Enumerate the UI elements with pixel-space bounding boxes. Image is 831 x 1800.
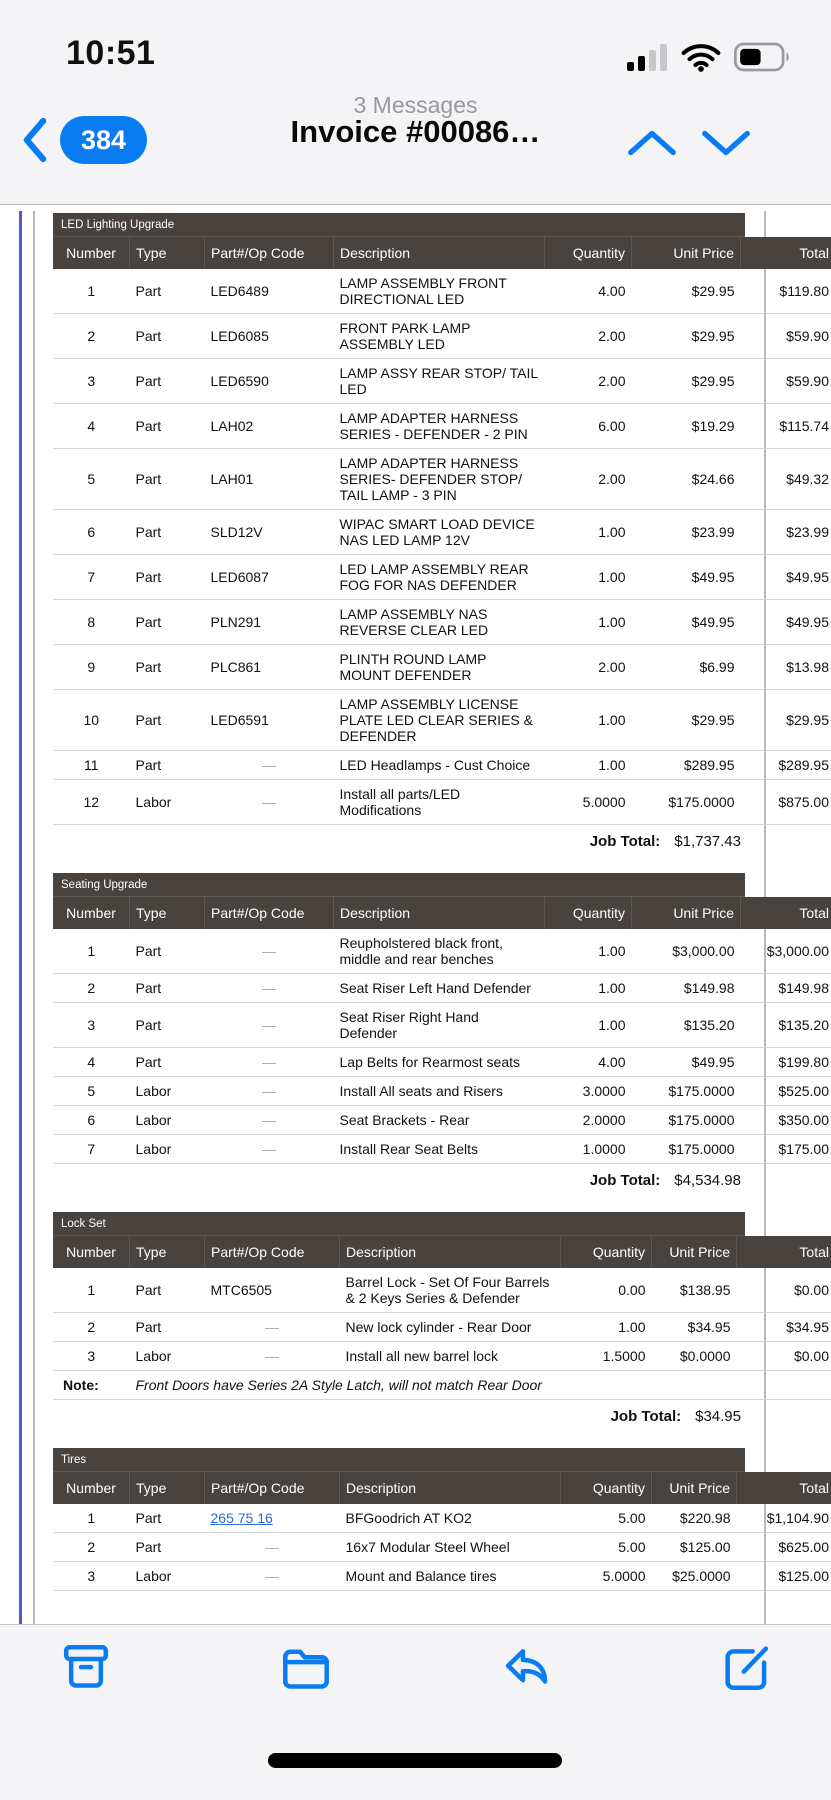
note-row: [53, 1371, 831, 1400]
cell-part: PLC861: [205, 645, 334, 690]
job-table: [53, 1236, 831, 1400]
column-header: Part#/Op Code: [205, 1236, 340, 1268]
cell-desc: Seat Riser Right Hand Defender: [334, 1003, 545, 1048]
status-icons: [627, 42, 795, 72]
cell-type: Labor: [130, 1106, 205, 1135]
cell-part: —: [205, 1003, 334, 1048]
cell-num: 10: [53, 690, 130, 751]
cell-type: Part: [130, 1504, 205, 1533]
cell-unit: $289.95: [632, 751, 741, 780]
table-row: [53, 645, 831, 690]
cell-qty: 2.00: [545, 645, 632, 690]
cell-desc: LAMP ASSEMBLY LICENSE PLATE LED CLEAR SERIES & DEFENDER: [334, 690, 545, 751]
wifi-icon: [681, 42, 721, 72]
cell-part: LED6489: [205, 269, 334, 314]
column-header: Quantity: [545, 237, 632, 269]
cell-unit: $175.0000: [632, 1135, 741, 1164]
cellular-signal-icon: [627, 43, 669, 71]
cell-type: Part: [130, 974, 205, 1003]
cell-total: $49.95: [741, 555, 831, 600]
column-header: Unit Price: [652, 1236, 737, 1268]
cell-desc: LAMP ADAPTER HARNESS SERIES - DEFENDER - 2 PIN: [334, 404, 545, 449]
column-header: Total: [741, 237, 831, 269]
cell-unit: $49.95: [632, 1048, 741, 1077]
cell-num: 2: [53, 314, 130, 359]
table-row: [53, 359, 831, 404]
cell-total: $34.95: [737, 1313, 831, 1342]
cell-part: —: [205, 751, 334, 780]
job-total-label: Job Total:: [589, 833, 661, 850]
job-total-label: Job Total:: [589, 1172, 661, 1189]
cell-part: —: [205, 974, 334, 1003]
cell-unit: $29.95: [632, 314, 741, 359]
cell-qty: 1.00: [545, 555, 632, 600]
cell-part: —: [205, 1135, 334, 1164]
cell-unit: $29.95: [632, 269, 741, 314]
cell-unit: $125.00: [652, 1533, 737, 1562]
cell-qty: 1.0000: [545, 1135, 632, 1164]
cell-type: Labor: [130, 1342, 205, 1371]
cell-unit: $34.95: [652, 1313, 737, 1342]
column-header: Quantity: [561, 1236, 652, 1268]
cell-part: LED6087: [205, 555, 334, 600]
compose-button[interactable]: [720, 1641, 774, 1695]
messages-count-label: 3 Messages: [353, 92, 478, 118]
cell-qty: 1.00: [545, 600, 632, 645]
column-header: Description: [334, 237, 545, 269]
cell-type: Part: [130, 929, 205, 974]
cell-unit: $49.95: [632, 600, 741, 645]
cell-num: 1: [53, 269, 130, 314]
cell-part: —: [205, 1342, 340, 1371]
cell-num: 2: [53, 974, 130, 1003]
cell-qty: 2.00: [545, 314, 632, 359]
cell-desc: LAMP ADAPTER HARNESS SERIES- DEFENDER STOP/ TAIL LAMP - 3 PIN: [334, 449, 545, 510]
table-row: [53, 1562, 831, 1591]
cell-total: $125.00: [737, 1562, 831, 1591]
column-header: Part#/Op Code: [205, 237, 334, 269]
cell-total: $13.98: [741, 645, 831, 690]
cell-total: $115.74: [741, 404, 831, 449]
cell-num: 1: [53, 929, 130, 974]
table-header-row: [53, 1236, 831, 1268]
cell-qty: 6.00: [545, 404, 632, 449]
table-row: [53, 1048, 831, 1077]
cell-total: $49.32: [741, 449, 831, 510]
cell-total: $59.90: [741, 359, 831, 404]
cell-type: Part: [130, 1268, 205, 1313]
cell-num: 3: [53, 359, 130, 404]
cell-desc: BFGoodrich AT KO2: [340, 1504, 561, 1533]
quote-line-gray: [33, 211, 35, 1625]
cell-total: $149.98: [741, 974, 831, 1003]
cell-total: $1,104.90: [737, 1504, 831, 1533]
cell-num: 5: [53, 449, 130, 510]
cell-total: $0.00: [737, 1268, 831, 1313]
cell-qty: 1.00: [545, 751, 632, 780]
cell-type: Part: [130, 314, 205, 359]
column-header: Part#/Op Code: [205, 897, 334, 929]
cell-num: 3: [53, 1342, 130, 1371]
cell-type: Part: [130, 751, 205, 780]
cell-total: $350.00: [741, 1106, 831, 1135]
job-total-value: $4,534.98: [674, 1172, 741, 1189]
cell-qty: 4.00: [545, 269, 632, 314]
cell-num: 6: [53, 1106, 130, 1135]
cell-qty: 2.00: [545, 359, 632, 404]
reply-icon: [500, 1641, 554, 1695]
quote-line-blue: [19, 211, 22, 1625]
cell-unit: $175.0000: [632, 780, 741, 825]
table-row: [53, 404, 831, 449]
table-row: [53, 751, 831, 780]
table-header-row: [53, 1472, 831, 1504]
next-message-button[interactable]: [700, 122, 752, 164]
cell-num: 1: [53, 1268, 130, 1313]
cell-num: 3: [53, 1003, 130, 1048]
cell-unit: $0.0000: [652, 1342, 737, 1371]
cell-type: Part: [130, 645, 205, 690]
cell-desc: PLINTH ROUND LAMP MOUNT DEFENDER: [334, 645, 545, 690]
cell-total: $23.99: [741, 510, 831, 555]
cell-desc: Mount and Balance tires: [340, 1562, 561, 1591]
cell-qty: 1.00: [561, 1313, 652, 1342]
job-total: [53, 1164, 745, 1196]
cell-qty: 5.00: [561, 1533, 652, 1562]
column-header: Number: [53, 897, 130, 929]
table-row: [53, 510, 831, 555]
column-header: Total: [737, 1236, 831, 1268]
cell-total: $525.00: [741, 1077, 831, 1106]
cell-part: —: [205, 929, 334, 974]
cell-unit: $49.95: [632, 555, 741, 600]
cell-unit: $220.98: [652, 1504, 737, 1533]
toolbar: [0, 1624, 831, 1800]
job-table-title: Lock Set: [53, 1212, 745, 1236]
cell-type: Part: [130, 1003, 205, 1048]
cell-qty: 2.0000: [545, 1106, 632, 1135]
cell-desc: LAMP ASSEMBLY FRONT DIRECTIONAL LED: [334, 269, 545, 314]
cell-desc: Install Rear Seat Belts: [334, 1135, 545, 1164]
cell-qty: 1.00: [545, 510, 632, 555]
job-total: [53, 825, 745, 857]
cell-total: $0.00: [737, 1342, 831, 1371]
table-row: [53, 555, 831, 600]
cell-part: —: [205, 1077, 334, 1106]
column-header: Unit Price: [652, 1472, 737, 1504]
column-header: Number: [53, 1236, 130, 1268]
cell-part: LED6591: [205, 690, 334, 751]
cell-desc: LAMP ASSEMBLY NAS REVERSE CLEAR LED: [334, 600, 545, 645]
cell-type: Part: [130, 449, 205, 510]
note-label: Note:: [53, 1371, 130, 1400]
cell-type: Part: [130, 269, 205, 314]
header: [0, 0, 831, 205]
cell-num: 4: [53, 1048, 130, 1077]
table-row: [53, 929, 831, 974]
archive-button[interactable]: [59, 1641, 113, 1695]
cell-qty: 1.00: [545, 690, 632, 751]
table-header-row: [53, 237, 831, 269]
cell-desc: Lap Belts for Rearmost seats: [334, 1048, 545, 1077]
cell-unit: $149.98: [632, 974, 741, 1003]
cell-num: 3: [53, 1562, 130, 1591]
column-header: Description: [334, 897, 545, 929]
cell-part: —: [205, 1313, 340, 1342]
cell-total: $175.00: [741, 1135, 831, 1164]
cell-part: LAH01: [205, 449, 334, 510]
cell-total: $199.80: [741, 1048, 831, 1077]
archive-icon: [59, 1641, 113, 1695]
cell-type: Part: [130, 690, 205, 751]
table-row: [53, 1268, 831, 1313]
cell-total: $289.95: [741, 751, 831, 780]
back-chevron-icon[interactable]: [20, 116, 50, 164]
cell-desc: Seat Brackets - Rear: [334, 1106, 545, 1135]
cell-desc: WIPAC SMART LOAD DEVICE NAS LED LAMP 12V: [334, 510, 545, 555]
cell-part: [205, 1504, 340, 1533]
cell-type: Labor: [130, 1077, 205, 1106]
reply-button[interactable]: [500, 1641, 554, 1695]
cell-qty: 5.0000: [561, 1562, 652, 1591]
cell-desc: 16x7 Modular Steel Wheel: [340, 1533, 561, 1562]
cell-type: Labor: [130, 1562, 205, 1591]
cell-part: —: [205, 1533, 340, 1562]
cell-num: 12: [53, 780, 130, 825]
cell-type: Part: [130, 359, 205, 404]
cell-total: $135.20: [741, 1003, 831, 1048]
cell-num: 7: [53, 555, 130, 600]
cell-qty: 5.0000: [545, 780, 632, 825]
job-total-value: $1,737.43: [674, 833, 741, 850]
column-header: Description: [340, 1236, 561, 1268]
cell-num: 7: [53, 1135, 130, 1164]
cell-part: LED6590: [205, 359, 334, 404]
cell-desc: LED LAMP ASSEMBLY REAR FOG FOR NAS DEFENDER: [334, 555, 545, 600]
cell-num: 2: [53, 1313, 130, 1342]
cell-unit: $25.0000: [652, 1562, 737, 1591]
column-header: Quantity: [561, 1472, 652, 1504]
cell-unit: $6.99: [632, 645, 741, 690]
table-row: [53, 1504, 831, 1533]
job-table-title: Seating Upgrade: [53, 873, 745, 897]
table-row: [53, 269, 831, 314]
note-text: Front Doors have Series 2A Style Latch, will not match Rear Door: [130, 1371, 831, 1400]
cell-type: Labor: [130, 1135, 205, 1164]
cell-unit: $138.95: [652, 1268, 737, 1313]
cell-desc: Install All seats and Risers: [334, 1077, 545, 1106]
job-table: [53, 1472, 831, 1591]
cell-desc: New lock cylinder - Rear Door: [340, 1313, 561, 1342]
table-row: [53, 1106, 831, 1135]
job-table: [53, 237, 831, 825]
cell-qty: 1.00: [545, 974, 632, 1003]
job-total: [53, 1400, 745, 1432]
job-section: [53, 873, 829, 1196]
cell-num: 11: [53, 751, 130, 780]
cell-num: 4: [53, 404, 130, 449]
cell-type: Part: [130, 1048, 205, 1077]
cell-part: SLD12V: [205, 510, 334, 555]
column-header: Type: [130, 1236, 205, 1268]
cell-type: Part: [130, 510, 205, 555]
job-total-value: $34.95: [695, 1408, 741, 1425]
column-header: Quantity: [545, 897, 632, 929]
cell-unit: $3,000.00: [632, 929, 741, 974]
cell-num: 8: [53, 600, 130, 645]
column-header: Type: [130, 897, 205, 929]
cell-qty: 5.00: [561, 1504, 652, 1533]
cell-desc: Install all new barrel lock: [340, 1342, 561, 1371]
cell-qty: 3.0000: [545, 1077, 632, 1106]
cell-num: 6: [53, 510, 130, 555]
table-header-row: [53, 897, 831, 929]
cell-type: Part: [130, 1533, 205, 1562]
job-table-title: LED Lighting Upgrade: [53, 213, 745, 237]
column-header: Number: [53, 237, 130, 269]
compose-icon: [720, 1641, 774, 1695]
cell-total: $29.95: [741, 690, 831, 751]
email-body[interactable]: [0, 205, 831, 1625]
cell-unit: $175.0000: [632, 1077, 741, 1106]
job-section: [53, 1448, 829, 1591]
table-row: [53, 449, 831, 510]
table-row: [53, 1342, 831, 1371]
job-table: [53, 897, 831, 1164]
cell-part: MTC6505: [205, 1268, 340, 1313]
cell-part: —: [205, 1048, 334, 1077]
table-row: [53, 780, 831, 825]
table-row: [53, 690, 831, 751]
column-header: Total: [737, 1472, 831, 1504]
cell-unit: $135.20: [632, 1003, 741, 1048]
cell-desc: Barrel Lock - Set Of Four Barrels & 2 Keys Series & Defender: [340, 1268, 561, 1313]
cell-desc: Reupholstered black front, middle and rear benches: [334, 929, 545, 974]
cell-type: Part: [130, 1313, 205, 1342]
cell-total: $625.00: [737, 1533, 831, 1562]
cell-desc: Seat Riser Left Hand Defender: [334, 974, 545, 1003]
cell-total: $49.95: [741, 600, 831, 645]
cell-num: 2: [53, 1533, 130, 1562]
cell-num: 5: [53, 1077, 130, 1106]
cell-qty: 0.00: [561, 1268, 652, 1313]
folder-icon: [279, 1641, 333, 1695]
invoice-tables: [53, 213, 829, 1607]
cell-type: Part: [130, 600, 205, 645]
cell-part: PLN291: [205, 600, 334, 645]
cell-total: $3,000.00: [741, 929, 831, 974]
cell-desc: Install all parts/LED Modifications: [334, 780, 545, 825]
table-row: [53, 600, 831, 645]
cell-part: —: [205, 780, 334, 825]
cell-unit: $29.95: [632, 359, 741, 404]
cell-desc: LAMP ASSY REAR STOP/ TAIL LED: [334, 359, 545, 404]
column-header: Unit Price: [632, 897, 741, 929]
cell-total: $59.90: [741, 314, 831, 359]
table-row: [53, 1533, 831, 1562]
table-row: [53, 1077, 831, 1106]
column-header: Description: [340, 1472, 561, 1504]
table-row: [53, 314, 831, 359]
move-to-folder-button[interactable]: [279, 1641, 333, 1695]
cell-desc: LED Headlamps - Cust Choice: [334, 751, 545, 780]
cell-desc: FRONT PARK LAMP ASSEMBLY LED: [334, 314, 545, 359]
page-title: Invoice #00086…: [290, 114, 541, 149]
cell-qty: 2.00: [545, 449, 632, 510]
column-header: Type: [130, 237, 205, 269]
cell-unit: $19.29: [632, 404, 741, 449]
cell-part: —: [205, 1562, 340, 1591]
status-bar-time: 10:51: [66, 34, 156, 72]
job-section: [53, 1212, 829, 1432]
previous-message-button[interactable]: [626, 122, 678, 164]
cell-part: LED6085: [205, 314, 334, 359]
battery-icon: [733, 42, 795, 72]
table-row: [53, 1313, 831, 1342]
job-section: [53, 213, 829, 857]
cell-qty: 1.00: [545, 1003, 632, 1048]
column-header: Number: [53, 1472, 130, 1504]
column-header: Unit Price: [632, 237, 741, 269]
table-row: [53, 1135, 831, 1164]
cell-qty: 1.5000: [561, 1342, 652, 1371]
cell-type: Labor: [130, 780, 205, 825]
cell-num: 9: [53, 645, 130, 690]
home-indicator[interactable]: [268, 1753, 562, 1768]
cell-unit: $175.0000: [632, 1106, 741, 1135]
cell-type: Part: [130, 404, 205, 449]
cell-qty: 1.00: [545, 929, 632, 974]
column-header: Part#/Op Code: [205, 1472, 340, 1504]
column-header: Total: [741, 897, 831, 929]
cell-unit: $24.66: [632, 449, 741, 510]
job-total-label: Job Total:: [610, 1408, 682, 1425]
cell-qty: 4.00: [545, 1048, 632, 1077]
cell-unit: $29.95: [632, 690, 741, 751]
table-row: [53, 974, 831, 1003]
part-link[interactable]: 265 75 16: [210, 1510, 273, 1526]
column-header: Type: [130, 1472, 205, 1504]
cell-type: Part: [130, 555, 205, 600]
cell-num: 1: [53, 1504, 130, 1533]
cell-unit: $23.99: [632, 510, 741, 555]
cell-total: $875.00: [741, 780, 831, 825]
cell-part: LAH02: [205, 404, 334, 449]
unread-count-badge[interactable]: 384: [60, 116, 147, 164]
cell-total: $119.80: [741, 269, 831, 314]
job-table-title: Tires: [53, 1448, 745, 1472]
cell-part: —: [205, 1106, 334, 1135]
table-row: [53, 1003, 831, 1048]
